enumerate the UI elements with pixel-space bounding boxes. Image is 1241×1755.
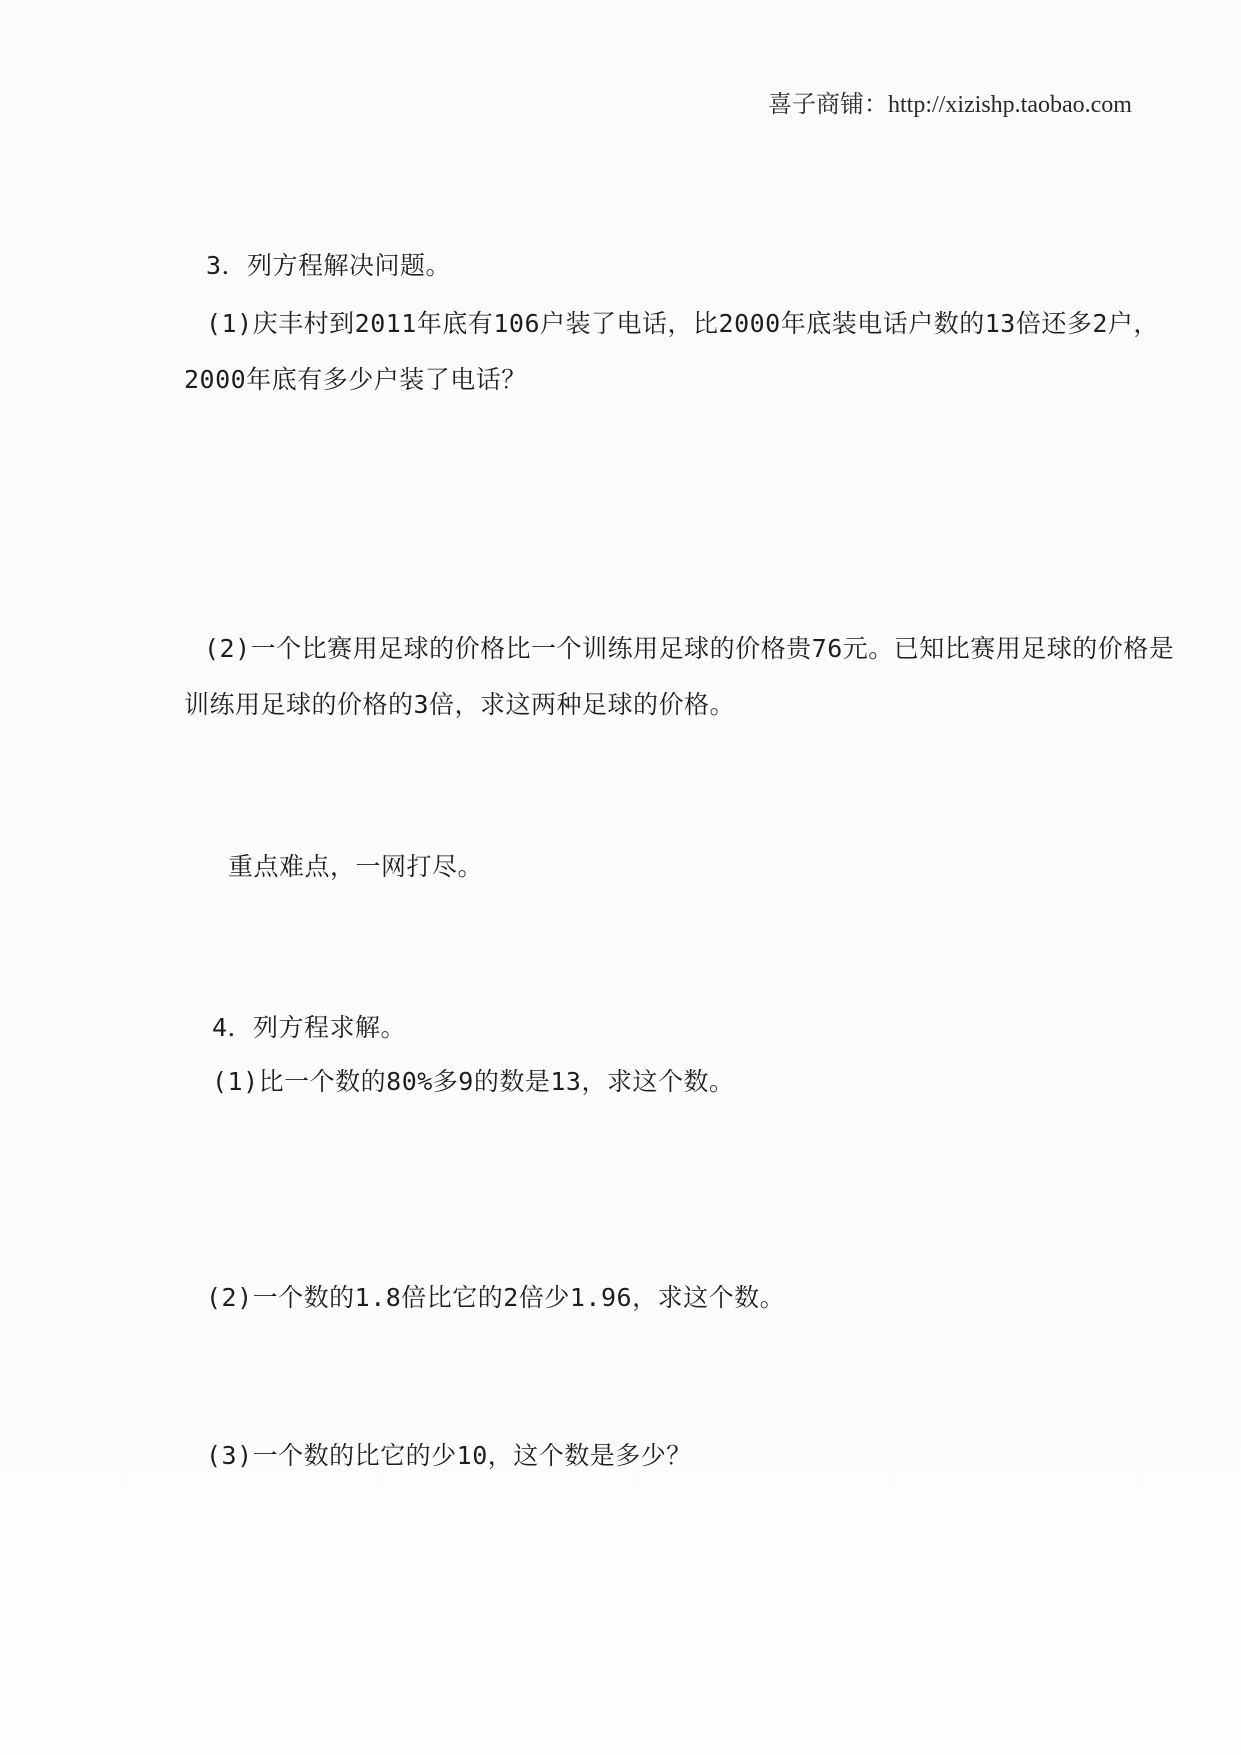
problem3-q1-line1: (1)庆丰村到2011年底有106户装了电话，比2000年底装电话户数的13倍还多2户， <box>206 309 1159 338</box>
problem3-q1-line2: 2000年底有多少户装了电话？ <box>184 365 527 394</box>
problem4-q1: (1)比一个数的80%多9的数是13，求这个数。 <box>212 1067 735 1096</box>
problem4-title: 4．列方程求解。 <box>212 1013 407 1042</box>
shop-header-url: 喜子商铺：http://xizishp.taobao.com <box>768 92 1132 118</box>
problem3-title: 3．列方程解决问题。 <box>206 251 452 280</box>
slogan-line: 重点难点，一网打尽。 <box>228 852 484 881</box>
problem3-q2-line2: 训练用足球的价格的3倍，求这两种足球的价格。 <box>184 690 736 719</box>
problem4-q3: (3)一个数的比它的少10，这个数是多少？ <box>206 1441 692 1470</box>
problem4-q2: (2)一个数的1.8倍比它的2倍少1.96，求这个数。 <box>206 1283 786 1312</box>
problem3-q2-line1: (2)一个比赛用足球的价格比一个训练用足球的价格贵76元。已知比赛用足球的价格是 <box>204 634 1175 663</box>
